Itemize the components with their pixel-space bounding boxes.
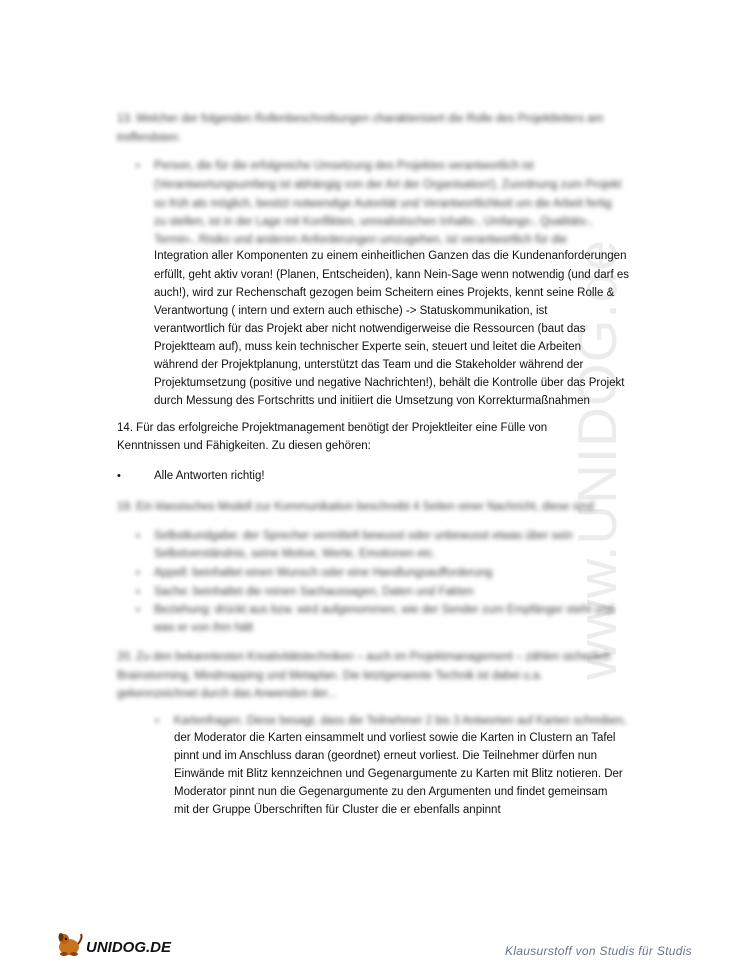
q19-bullet-2: •: [136, 567, 140, 579]
q13-answer-line-8: Projektumsetzung (positive und negative Nachrichten!), behält die Kontrolle über das Projekt: [154, 377, 625, 389]
q19-bullet-3: •: [136, 586, 140, 598]
watermark: www.UNIDOG.de: [566, 239, 628, 680]
q20-answer-line-3: Einwände mit Blitz kennzeichnen und Gegenargumente zu Karten mit Blitz notieren. Der: [174, 768, 623, 780]
q19-item-3: Sache: beinhaltet die reinen Sachaussagen, Daten und Fakten: [154, 586, 474, 598]
q20-heading-line1: 20. Zu den bekanntesten Kreativitätstechniken – auch im Projektmanagement – zählen sicherlich: [117, 651, 611, 663]
q13-answer-line-3: auch!), wird zur Rechenschaft gezogen beim Scheitern eines Projekts, kennt seine Rolle &: [154, 287, 615, 299]
q20-heading-line2: Brainstorming, Mindmapping und Metaplan. Die letztgenannte Technik ist dabei u.a.: [117, 670, 543, 682]
q20-answer-line-4: Moderator pinnt nun die Gegenargumente zu den Argumenten und findet gemeinsam: [174, 786, 608, 798]
q13-heading-line2: treffendsten:: [117, 132, 181, 144]
q13-answer-blur-3: so früh als möglich, besitzt notwendige Autorität und Verantwortlichkeit um die Arbeit fertig: [154, 198, 612, 210]
q13-answer-line-5: verantwortlich für das Projekt aber nicht notwendigerweise die Ressourcen (baut das: [154, 323, 586, 335]
q20-heading-line3: gekennzeichnet durch das Anwenden der...: [117, 688, 337, 700]
q19-heading: 19. Ein klassisches Modell zur Kommunikation beschreibt 4 Seiten einer Nachricht, diese sind: [117, 501, 594, 513]
logo-text: UNIDOG.DE: [86, 939, 172, 956]
q14-heading-line1: 14. Für das erfolgreiche Projektmanagement benötigt der Projektleiter eine Fülle von: [117, 422, 548, 434]
q13-answer-line-7: während der Projektplanung, unterstützt das Team und die Stakeholder während der: [154, 359, 584, 371]
q13-answer-line-4: Verantwortung ( intern und extern auch ethische) -> Statuskommunikation, ist: [154, 305, 548, 317]
q13-answer-blur-1: Person, die für die erfolgreiche Umsetzung des Projektes verantwortlich ist: [154, 160, 534, 172]
q13-bullet: •: [136, 160, 140, 172]
q20-answer-line-5: mit der Gruppe Überschriften für Cluster die er ebenfalls anpinnt: [174, 804, 501, 816]
q14-heading-line2: Kenntnissen und Fähigkeiten. Zu diesen gehören:: [117, 440, 371, 452]
q19-item-2: Appell: beinhaltet einen Wunsch oder eine Handlungsaufforderung: [154, 567, 493, 579]
q13-answer-blur-2: (Verantwortungsumfang ist abhängig von der Art der Organisation!), Zuordnung zum Projekt: [154, 179, 622, 191]
q19-item-1-line1: Selbstkundgabe: der Sprecher vermittelt bewusst oder unbewusst etwas über sein: [154, 530, 573, 542]
q13-answer-blur-4: zu stellen, ist in der Lage mit Konflikten, unrealistischen Inhalts-, Umfangs-, Qualitäts-,: [154, 216, 593, 228]
q13-answer-line-1: Integration aller Komponenten zu einem einheitlichen Ganzen das die Kundenanforderungen: [154, 250, 627, 262]
q14-answer: Alle Antworten richtig!: [154, 470, 265, 482]
q19-item-4-line1: Beziehung: drückt aus bzw. wird aufgenommen, wie der Sender zum Empfänger steht und: [154, 604, 614, 616]
q20-answer-blur: Kartenfragen. Diese besagt, dass die Teilnehmer 2 bis 3 Antworten auf Karten schreiben,: [174, 715, 627, 727]
q13-answer-line-2: erfüllt, geht aktiv voran! (Planen, Entscheiden), kann Nein-Sage wenn notwendig (und darf es: [154, 269, 629, 281]
q20-answer-line-2: pinnt und im Anschluss daran (geordnet) erneut vorliest. Die Teilnehmer dürfen nun: [174, 750, 597, 762]
q13-answer-blur-5: Termin-, Risiko und anderen Anforderungen umzugehen, ist verantwortlich für die: [154, 234, 567, 246]
dog-mascot-icon: [59, 933, 82, 956]
q20-answer-line-1: der Moderator die Karten einsammelt und vorliest sowie die Karten in Clustern an Tafel: [174, 732, 616, 744]
q13-heading-line1: 13. Welcher der folgenden Rollenbeschreibungen charakterisiert die Rolle des Projektleiters am: [117, 113, 604, 125]
q19-item-1-line2: Selbstverständnis, seine Motive, Werte, Emotionen etc.: [154, 548, 436, 560]
q19-bullet-4: •: [136, 604, 140, 616]
q13-answer-line-9: durch Messung des Fortschritts und initiiert die Umsetzung von Korrekturmaßnahmen: [154, 395, 590, 407]
footer-tagline: Klausurstoff von Studis für Studis: [505, 944, 692, 958]
q14-bullet: •: [117, 470, 121, 482]
q19-bullet-1: •: [136, 530, 140, 542]
q20-bullet: •: [155, 715, 159, 727]
q19-item-4-line2: was er von ihm hält: [154, 622, 254, 634]
q13-answer-line-6: Projektteam auf), muss kein technischer Experte sein, steuert und leitet die Arbeiten: [154, 341, 581, 353]
